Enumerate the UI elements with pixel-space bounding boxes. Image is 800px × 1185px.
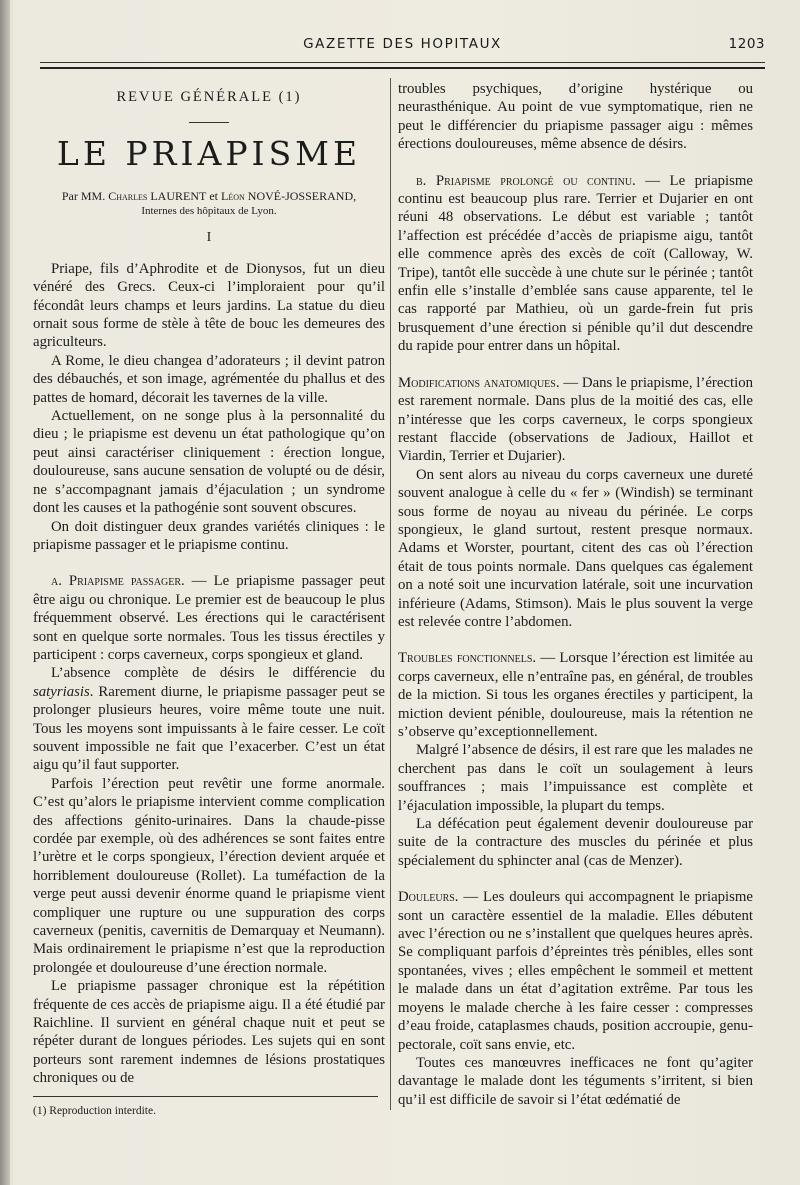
footnote-rule <box>33 1096 378 1097</box>
paragraph: Troubles fonctionnels. — Lorsque l’érection est limitée au corps caverneux, elle n’entraîne pas, en général, de troubles de la miction. Si tous les organes érectiles y participent, la miction devient pénible, douloureuse, mais la rétention ne s’observe qu’exceptionnellement. <box>398 650 753 740</box>
subsection-label: a. Priapisme passager. <box>51 573 185 590</box>
header-rule-thick <box>40 67 765 69</box>
left-column <box>33 80 385 1119</box>
subsection-label: Troubles fonctionnels. <box>398 650 537 667</box>
paragraph: Douleurs. — Les douleurs qui accompagnent le priapisme sont un caractère essentiel de la maladie. Elles débutent avec l’érection ou ne s’installent que quelques heures après. Se compliquant parfois d’épreintes très pénibles, elles sont spontanées, vives ; elles empêchent le sommeil et mettent le malade dans un état d’agitation extrême. Par tous les moyens le malade cherche à les faire cesser : compresses d’eau froide, cataplasmes chauds, position accroupie, genu-pectorale, coït sans envie, etc. <box>398 889 753 1053</box>
page-number: 1203 <box>728 36 765 52</box>
paragraph: A Rome, le dieu changea d’adorateurs ; il devint patron des débauchés, et son image, agrémentée du phallus et des pattes de homard, décorait les tavernes de la ville. <box>33 352 385 406</box>
paragraph: b. Priapisme prolongé ou continu. — Le priapisme continu est beaucoup plus rare. Terrier et Dujarier en ont réuni 48 observations. Le début est variable ; tantôt l’affection est précédée d’accès de priapisme aigu, tantôt elle commence après des excès de coït (Calloway, W. Tripe), tantôt elle succède à une chute sur le périnée ; tantôt enfin elle s’installe d’emblée sans cause apparente, tel le cas rapporté par Mathieu, où un garde-frein fut pris brusquement d’une érection si pénible qu’il dut descendre du rapide pour entrer dans un hôpital. <box>398 172 753 355</box>
affiliation: Internes des hôpitaux de Lyon. <box>141 205 277 218</box>
byline-prefix: Par MM. <box>61 189 106 204</box>
paragraph: La défécation peut également devenir douloureuse par suite de la contracture des muscles du périnée et plus spécialement du sphincter anal (cas de Menzer). <box>398 816 753 869</box>
article-title: LE PRIAPISME <box>56 134 362 174</box>
paragraph: troubles psychiques, d’origine hystérique ou neurasthénique. Au point de vue symptomatique, rien ne peut le différencier du priapisme passager aigu : mêmes érections douloureuses, même absence de désirs. <box>398 81 753 153</box>
paragraph: Priape, fils d’Aphrodite et de Dionysos, fut un dieu vénéré des Grecs. Ceux-ci l’imploraient pour qu’il fécondât leurs champs et leurs jardins. La statue du dieu ornait sous forme de stèle à tête de bouc les demeures des agriculteurs. <box>33 260 385 351</box>
paragraph: Toutes ces manœuvres inefficaces ne font qu’agiter davantage le malade dont les téguments s’irritent, si bien qu’il est difficile de savoir si l’état œdématié de <box>398 1054 753 1108</box>
paragraph: Actuellement, on ne songe plus à la personnalité du dieu ; le priapisme est devenu un état pathologique qu’on peut ainsi caractériser cliniquement : érection longue, douloureuse, sans aucune sensation de volupté ou de désir, ne s’accompagnant jamais d’éjaculation ; un syndrome dont les causes et la pathogénie sont souvent obscures. <box>33 408 385 517</box>
byline <box>33 189 385 204</box>
author-1: Charles LAURENT <box>108 189 207 204</box>
paragraph: On doit distinguer deux grandes variétés cliniques : le priapisme passager et le priapisme continu. <box>33 518 385 553</box>
paragraph: Le priapisme passager chronique est la répétition fréquente de ces accès de priapisme aigu. Il a été étudié par Raichline. Il survient en général chaque nuit et peut se répéter durant de longues périodes. Les sujets qui en sont porteurs sont rarement indemnes de lésions prostatiques chroniques ou de <box>33 978 385 1087</box>
footnote: (1) Reproduction interdite. <box>33 1104 156 1117</box>
byline-conj: et <box>209 189 218 204</box>
running-head <box>40 36 765 56</box>
author-2: Léon NOVÉ-JOSSERAND, <box>221 189 357 204</box>
subsection-label: Douleurs. <box>398 889 459 906</box>
subsection-label: Modifications anatomiques. <box>398 374 560 391</box>
paragraph: Malgré l’absence de désirs, il est rare que les malades ne cherchent pas dans le coït un soulagement à leurs souffrances ; mais l’impuissance est complète et l’éjaculation impossible, la plupart du temps. <box>398 742 753 814</box>
paragraph: L’absence complète de désirs le différencie du satyriasis. Rarement diurne, le priapisme passager peut se prolonger plusieurs heures, voire même toute une nuit. Tous les moyens sont impuissants à le faire cesser. Le coït souvent impossible ne fait que l’exacerber. C’est un état aigu qu’il faut supporter. <box>33 665 385 774</box>
emphasis: satyriasis <box>33 683 90 700</box>
binding-edge <box>0 0 10 1185</box>
column-divider <box>390 78 391 1110</box>
section-number: I <box>206 230 212 246</box>
paragraph: Parfois l’érection peut revêtir une forme anormale. C’est qu’alors le priapisme intervient comme complication des affections génito-urinaires. Dans la chaude-pisse cordée par exemple, où des adhérences se sont faites entre l’urètre et le corps spongieux, l’érection devient arquée et horriblement douloureuse (Rollet). La tuméfaction de la verge peut aussi devenir énorme quand le priapisme vient compliquer une rupture ou une suppuration des corps caverneux (penitis, cavernitis de Demarquay et Neumann). Mais ordinairement le priapisme n’est que la reproduction prolongée et douloureuse d’une érection normale. <box>33 775 385 976</box>
kicker-rule <box>189 122 229 123</box>
journal-title: GAZETTE DES HOPITAUX <box>303 36 502 52</box>
article-kicker: REVUE GÉNÉRALE (1) <box>116 89 302 105</box>
paragraph: Modifications anatomiques. — Dans le priapisme, l’érection est rarement normale. Dans plus de la moitié des cas, elle n’intéresse que les corps caverneux, le corps spongieux restant flaccide (observations de Jadioux, Haillot et Viardin, Terrier et Dujarier). <box>398 374 753 465</box>
paragraph: a. Priapisme passager. — Le priapisme passager peut être aigu ou chronique. Le premier est de beaucoup le plus fréquemment observé. Les érections qui le caractérisent sont en quelque sorte normales. Tous les tissus érectiles y participent : corps caverneux, corps spongieux et gland. <box>33 573 385 663</box>
paragraph: On sent alors au niveau du corps caverneux une dureté souvent analogue à celle du « fer » (Windish) se terminant sous forme de noyau au niveau du périnée. Le corps spongieux, le gland surtout, restent presque normaux. Adams et Worster, pourtant, citent des cas où l’érection était de tous points normale. Dans quelques cas également on a noté soit une incurvation latérale, soit une incurvation inférieure (Adams, Stimson). Mais le plus souvent la verge est relevée contre l’abdomen. <box>398 466 753 630</box>
header-rule-thin <box>40 62 765 63</box>
right-column <box>398 80 753 1109</box>
subsection-label: b. Priapisme prolongé ou continu. <box>416 172 636 189</box>
